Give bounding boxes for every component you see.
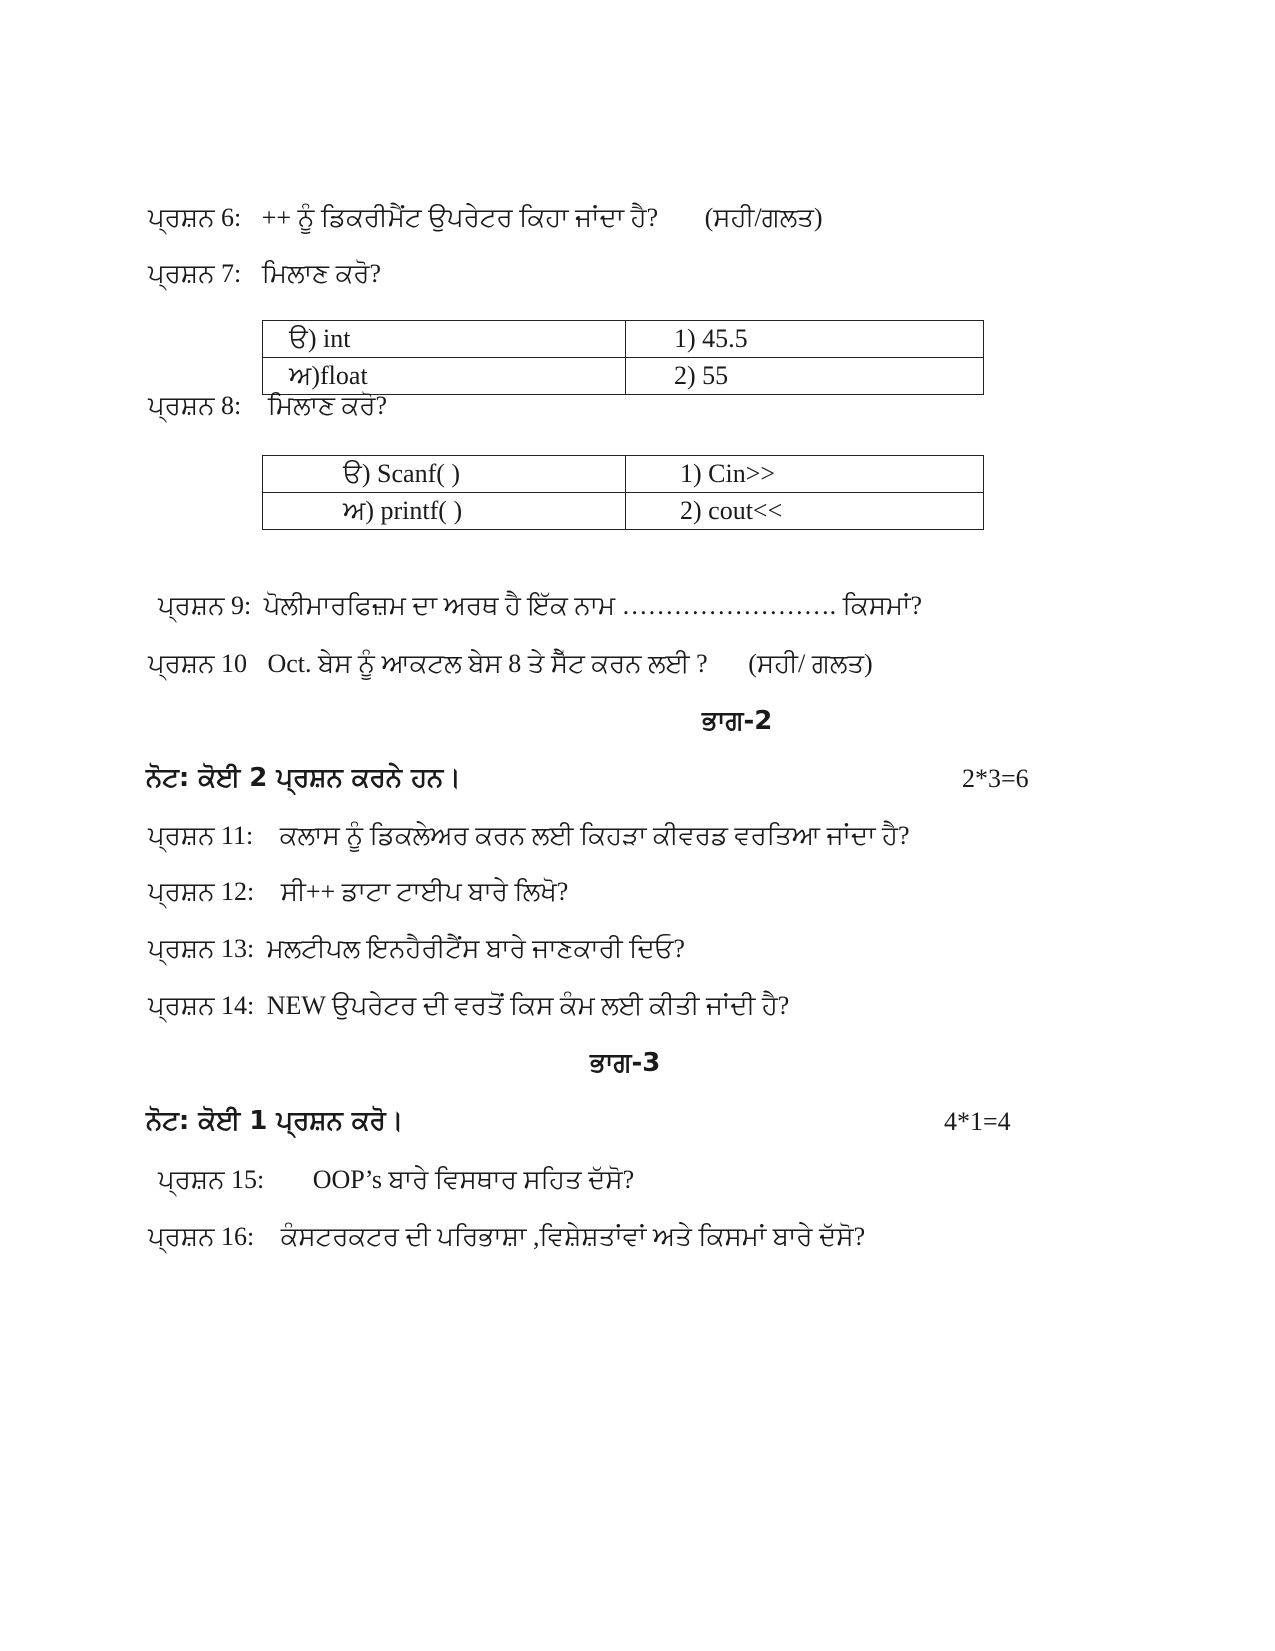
question-label: ਪ੍ਰਸ਼ਨ 15: xyxy=(158,1165,265,1194)
question-text: ++ ਨੂੰ ਡਿਕਰੀਮੈਂਟ ਉਪਰੇਟਰ ਕਿਹਾ ਜਾਂਦਾ ਹੈ? xyxy=(261,203,659,232)
question-label: ਪ੍ਰਸ਼ਨ 16: xyxy=(148,1222,255,1251)
question-text: ਮਿਲਾਣ ਕਰੋ? xyxy=(261,259,381,288)
question-8 xyxy=(148,390,387,422)
question-text: NEW ਉਪਰੇਟਰ ਦੀ ਵਰਤੋਂ ਕਿਸ ਕੰਮ ਲਈ ਕੀਤੀ ਜਾਂਦੀ ਹੈ? xyxy=(266,991,790,1020)
section-heading-part-3: ਭਾਗ-3 xyxy=(590,1048,661,1078)
question-text: ਮਿਲਾਣ ਕਰੋ? xyxy=(267,391,387,420)
question-label: ਪ੍ਰਸ਼ਨ 6: xyxy=(148,203,242,232)
question-12 xyxy=(148,876,568,908)
table-cell: ਅ) printf( ) xyxy=(263,493,626,530)
section-note-part-2: ਨੋਟ: ਕੋਈ 2 ਪ੍ਰਸ਼ਨ ਕਰਨੇ ਹਨ। xyxy=(146,763,461,793)
table-row xyxy=(263,358,984,395)
section-marks-part-2: 2*3=6 xyxy=(962,764,1029,793)
match-table-q7 xyxy=(262,320,984,395)
table-row xyxy=(263,321,984,358)
question-7 xyxy=(148,258,381,290)
section-note-part-3: ਨੋਟ: ਕੋਈ 1 ਪ੍ਰਸ਼ਨ ਕਰੋ। xyxy=(146,1106,404,1136)
question-text: Oct. ਬੇਸ ਨੂੰ ਆਕਟਲ ਬੇਸ 8 ਤੇ ਸੈੱਟ ਕਰਨ ਲਈ ? xyxy=(267,649,708,678)
question-text: ਪੋਲੀਮਾਰਫਿਜ਼ਮ ਦਾ ਅਰਥ ਹੈ ਇੱਕ ਨਾਮ ……………………. ਕਿਸਮਾਂ? xyxy=(263,591,923,620)
section-marks-part-3: 4*1=4 xyxy=(944,1107,1011,1136)
table-cell: 2) 55 xyxy=(626,358,984,395)
question-13 xyxy=(148,933,685,965)
question-label: ਪ੍ਰਸ਼ਨ 14: xyxy=(148,991,255,1020)
question-14 xyxy=(148,990,789,1022)
table-cell: ੳ) int xyxy=(263,321,626,358)
question-10 xyxy=(148,648,873,680)
section-heading-part-2: ਭਾਗ-2 xyxy=(702,706,773,736)
question-label: ਪ੍ਰਸ਼ਨ 13: xyxy=(148,934,255,963)
table-cell: 2) cout<< xyxy=(626,493,984,530)
table-row xyxy=(263,493,984,530)
question-label: ਪ੍ਰਸ਼ਨ 7: xyxy=(148,259,242,288)
question-label: ਪ੍ਰਸ਼ਨ 12: xyxy=(148,877,255,906)
table-row xyxy=(263,456,984,493)
question-9 xyxy=(158,590,922,622)
question-text: OOP’s ਬਾਰੇ ਵਿਸਥਾਰ ਸਹਿਤ ਦੱਸੋ? xyxy=(312,1165,635,1194)
table-cell: ੳ) Scanf( ) xyxy=(263,456,626,493)
question-label: ਪ੍ਰਸ਼ਨ 11: xyxy=(148,821,254,850)
true-false-hint: (ਸਹੀ/ਗਲਤ) xyxy=(704,203,823,232)
question-text: ਸੀ++ ਡਾਟਾ ਟਾਈਪ ਬਾਰੇ ਲਿਖੋ? xyxy=(280,877,569,906)
question-label: ਪ੍ਰਸ਼ਨ 8: xyxy=(148,391,242,420)
question-16 xyxy=(148,1221,865,1253)
question-11 xyxy=(148,820,910,852)
table-cell: ਅ)float xyxy=(263,358,626,395)
question-15 xyxy=(158,1164,634,1196)
question-label: ਪ੍ਰਸ਼ਨ 9: xyxy=(158,591,252,620)
question-text: ਮਲਟੀਪਲ ਇਨਹੈਰੀਟੈਂਸ ਬਾਰੇ ਜਾਣਕਾਰੀ ਦਿਓ? xyxy=(266,934,685,963)
true-false-hint: (ਸਹੀ/ ਗਲਤ) xyxy=(748,649,873,678)
question-text: ਕਲਾਸ ਨੂੰ ਡਿਕਲੇਅਰ ਕਰਨ ਲਈ ਕਿਹੜਾ ਕੀਵਰਡ ਵਰਤਿਆ ਜਾਂਦਾ ਹੈ? xyxy=(279,821,910,850)
table-cell: 1) 45.5 xyxy=(626,321,984,358)
question-text: ਕੰਸਟਰਕਟਰ ਦੀ ਪਰਿਭਾਸ਼ਾ ,ਵਿਸ਼ੇਸ਼ਤਾਂਵਾਂ ਅਤੇ ਕਿਸਮਾਂ ਬਾਰੇ ਦੱਸੋ? xyxy=(280,1222,866,1251)
question-6 xyxy=(148,202,823,234)
table-cell: 1) Cin>> xyxy=(626,456,984,493)
question-label: ਪ੍ਰਸ਼ਨ 10 xyxy=(148,649,247,678)
match-table-q8 xyxy=(262,455,984,530)
